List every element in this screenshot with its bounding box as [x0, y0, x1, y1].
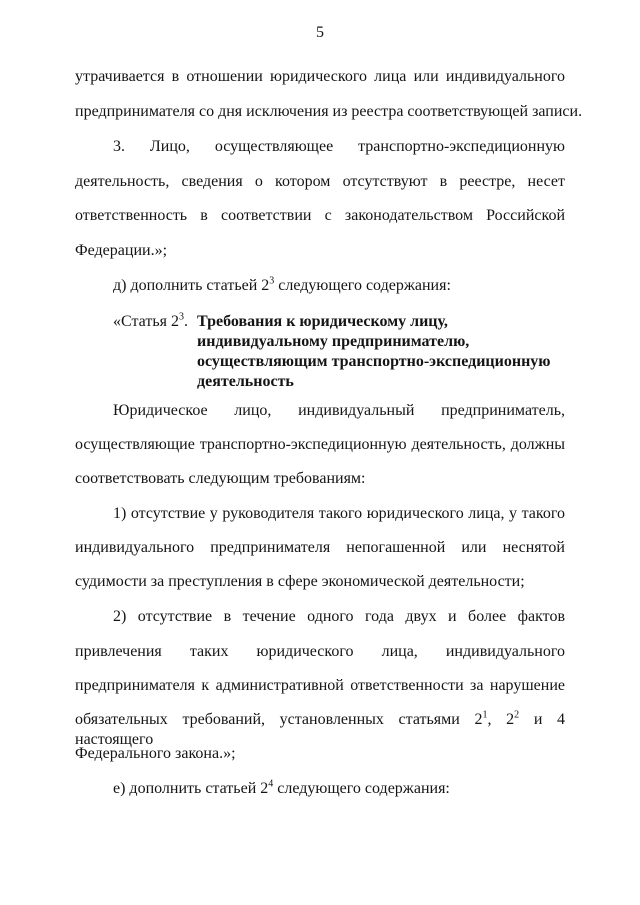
text-line-item-3: 3. Лицо, осуществляющее транспортно-экспедиционную [113, 138, 565, 155]
text-line: Федерации.»; [75, 242, 168, 259]
text-line: привлечения таких юридического лица, индивидуального [75, 643, 565, 660]
text-line: предпринимателя со дня исключения из реестра соответствующей записи. [75, 103, 583, 120]
text-line: индивидуального предпринимателя непогашенной или неснятой [75, 539, 565, 556]
text-line: осуществляющие транспортно-экспедиционную деятельность, должны [75, 436, 565, 453]
text-line: предпринимателя к административной ответственности за нарушение [75, 677, 565, 694]
article-heading-prefix: «Статья $2^3$. [113, 311, 188, 330]
amendment-e: е) дополнить статьей $2^4$ следующего содержания: [113, 778, 450, 797]
article-heading-title: Требования к юридическому лицу, индивидуальному предпринимателю, осуществляющим транспортно-экспедиционную деятельность [197, 313, 551, 390]
text-line: Юридическое лицо, индивидуальный предприниматель, [113, 402, 565, 419]
text-line: Федерального закона.»; [75, 745, 236, 762]
list-item-2: 2) отсутствие в течение одного года двух и более фактов [113, 608, 565, 625]
list-item-1: 1) отсутствие у руководителя такого юридического лица, у такого [113, 505, 565, 522]
text-line: ответственность в соответствии с законодательством Российской [75, 207, 565, 224]
text-line: обязательных требований, установленных статьями $2^1$, $2^2$ и 4 настоящего [75, 709, 566, 748]
text-line: судимости за преступления в сфере экономической деятельности; [75, 573, 525, 590]
amendment-d: д) дополнить статьей $2^3$ следующего содержания: [113, 275, 451, 294]
text-line: деятельность, сведения о котором отсутствуют в реестре, несет [75, 173, 565, 190]
text-line: утрачивается в отношении юридического лица или индивидуального [75, 68, 565, 85]
page-number: 5 [316, 24, 324, 41]
text-line: соответствовать следующим требованиям: [75, 470, 366, 487]
